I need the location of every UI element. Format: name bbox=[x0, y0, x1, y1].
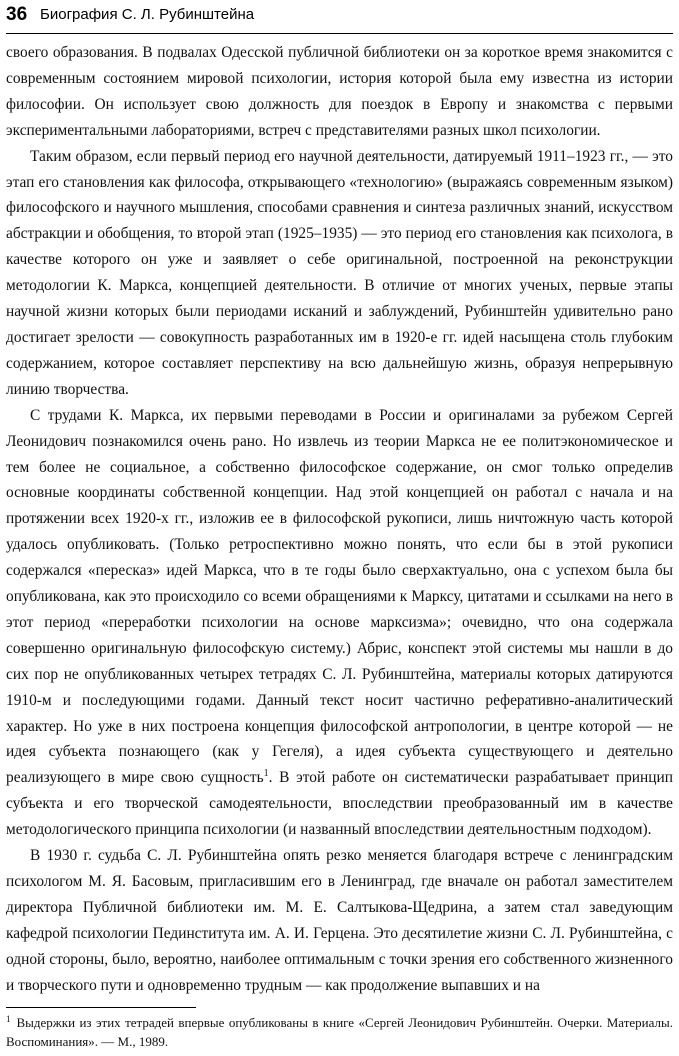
footnote-divider bbox=[6, 1007, 196, 1008]
paragraph-3-text-after-note: . В этой работе он систематически разрабатывает принцип субъекта и его творческой самодеятельности, впоследствии преобразованный им в качестве методологического принципа психологии (и названный впоследствии деятельностным подходом). bbox=[6, 769, 673, 839]
page-number: 36 bbox=[6, 4, 28, 25]
paragraph-1: своего образования. В подвалах Одесской публичной библиотеки он за короткое время знакомится с современным состоянием мировой психологии, история которой была ему известна из истории философии. Он использует свою должность для поездок в Европу и знакомства с первыми экспериментальными лабораториями, встреч с представителями разных школ психологии. bbox=[6, 44, 673, 139]
footnote-mark: 1 bbox=[6, 1013, 11, 1024]
paragraph-3 bbox=[6, 403, 673, 843]
running-title: Биография С. Л. Рубинштейна bbox=[40, 6, 255, 23]
paragraph-2: Таким образом, если первый период его научной деятельности, датируемый 1911–1923 гг., — это этап его становления как философа, открывающего «технологию» (выражаясь современным языком) философского и научного мышления, способами сравнения и синтеза различных знаний, искусством абстракции и обобщения, то второй этап (1925–1935) — это период его становления как психолога, в качестве которого он уже и заявляет о себе оригинальной, построенной на реконструкции методологии К. Маркса, концепцией деятельности. В отличие от многих ученых, первые этапы научной жизни которых были периодами исканий и заблуждений, Рубинштейн удивительно рано достигает зрелости — совокупность разработанных им в 1920-е гг. идей насыщена столь глубоким содержанием, которое составляет перспективу на всю дальнейшую жизнь, образуя непрерывную линию творчества. bbox=[6, 147, 673, 398]
paragraph-3-text-before-note: С трудами К. Маркса, их первыми переводами в России и оригиналами за рубежом Сергей Леонидович познакомился очень рано. Но извлечь из теории Маркса не ее политэкономическое и тем более не социальное, а собственно философское содержание, он смог только определив основные координаты собственной концепции. Над этой концепцией он работал с начала и на протяжении всех 1920-х гг., изложив ее в философской рукописи, лишь ничтожную часть которой удалось опубликовать. (Только ретроспективно можно понять, что если бы в этой рукописи содержался «пересказ» идей Маркса, что в те годы было сверхактуально, она с успехом была бы опубликована, как это происходило со всеми обращениями к Марксу, цитатами и ссылками на него в этот период «переработки психологии на основе марксизма»; очевидно, что она содержала совершенно оригинальную философскую систему.) Абрис, конспект этой системы мы нашли в до сих пор не опубликованных четырех тетрадях С. Л. Рубинштейна, материалы которых датируются 1910-м и последующими годами. Данный текст носит частично реферативно-аналитический характер. Но уже в них построена концепция философской антропологии, в центре которой — не идея субъекта познающего (как у Гегеля), а идея субъекта существующего и деятельно реализующего в мире свою сущность bbox=[6, 406, 673, 787]
footnote bbox=[6, 1013, 673, 1051]
footnote-text: Выдержки из этих тетрадей впервые опубликованы в книге «Сергей Леонидович Рубинштейн. Очерки. Материалы. Воспоминания». — М., 1989. bbox=[6, 1015, 673, 1049]
footnote-reference: 1 bbox=[263, 768, 269, 780]
body-text bbox=[6, 40, 673, 999]
running-header bbox=[6, 0, 673, 34]
paragraph-4: В 1930 г. судьба С. Л. Рубинштейна опять резко меняется благодаря встрече с ленинградским психологом М. Я. Басовым, пригласившим его в Ленинград, где вначале он работал заместителем директора Публичной библиотеки им. М. Е. Салтыкова-Щедрина, а затем стал заведующим кафедрой психологии Пединститута им. А. И. Герцена. Это десятилетие жизни С. Л. Рубинштейна, с одной стороны, было, вероятно, наиболее оптимальным с точки зрения его собственного жизненного и творческого пути и одновременно трудным — как продолжение выпавших и на bbox=[6, 847, 673, 994]
